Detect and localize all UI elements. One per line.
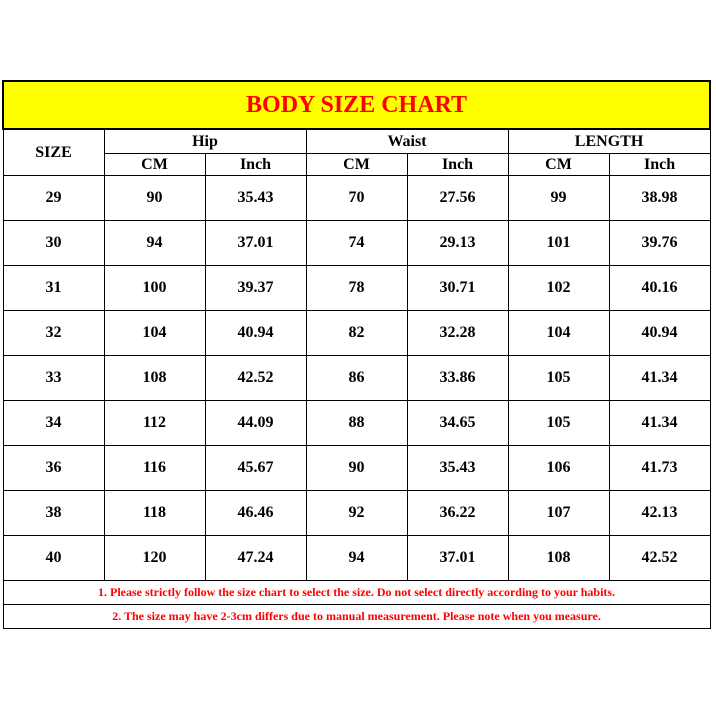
hip-inch-cell: 42.52 (205, 356, 306, 401)
length-cm-cell: 99 (508, 176, 609, 221)
table-row (3, 401, 710, 446)
table-row (3, 311, 710, 356)
waist-inch-cell: 33.86 (407, 356, 508, 401)
table-row (3, 536, 710, 581)
hip-inch-header: Inch (205, 154, 306, 176)
hip-inch-cell: 35.43 (205, 176, 306, 221)
length-cm-cell: 105 (508, 401, 609, 446)
length-cm-cell: 106 (508, 446, 609, 491)
waist-inch-cell: 29.13 (407, 221, 508, 266)
hip-inch-cell: 45.67 (205, 446, 306, 491)
waist-cm-header: CM (306, 154, 407, 176)
size-cell: 34 (3, 401, 104, 446)
length-cm-cell: 101 (508, 221, 609, 266)
note-row (3, 581, 710, 605)
length-cm-cell: 105 (508, 356, 609, 401)
size-cell: 31 (3, 266, 104, 311)
length-cm-cell: 108 (508, 536, 609, 581)
table-row (3, 491, 710, 536)
hip-inch-cell: 40.94 (205, 311, 306, 356)
hip-cm-cell: 112 (104, 401, 205, 446)
size-cell: 36 (3, 446, 104, 491)
note-row (3, 605, 710, 629)
size-cell: 33 (3, 356, 104, 401)
waist-cm-cell: 70 (306, 176, 407, 221)
length-inch-cell: 41.73 (609, 446, 710, 491)
hip-cm-cell: 94 (104, 221, 205, 266)
hip-cm-cell: 104 (104, 311, 205, 356)
waist-inch-cell: 37.01 (407, 536, 508, 581)
hip-inch-cell: 44.09 (205, 401, 306, 446)
note-text: 2. The size may have 2-3cm differs due to manual measurement. Please note when you measure. (3, 605, 710, 629)
size-cell: 32 (3, 311, 104, 356)
waist-inch-cell: 34.65 (407, 401, 508, 446)
length-inch-cell: 42.52 (609, 536, 710, 581)
hip-group-header: Hip (104, 129, 306, 154)
waist-cm-cell: 86 (306, 356, 407, 401)
hip-cm-cell: 90 (104, 176, 205, 221)
size-cell: 29 (3, 176, 104, 221)
length-cm-cell: 104 (508, 311, 609, 356)
table-row (3, 266, 710, 311)
waist-cm-cell: 92 (306, 491, 407, 536)
length-cm-header: CM (508, 154, 609, 176)
size-cell: 30 (3, 221, 104, 266)
length-inch-cell: 39.76 (609, 221, 710, 266)
hip-inch-cell: 37.01 (205, 221, 306, 266)
hip-cm-header: CM (104, 154, 205, 176)
hip-cm-cell: 120 (104, 536, 205, 581)
hip-inch-cell: 46.46 (205, 491, 306, 536)
table-row (3, 356, 710, 401)
waist-inch-cell: 30.71 (407, 266, 508, 311)
waist-cm-cell: 82 (306, 311, 407, 356)
size-chart-table (2, 80, 711, 629)
hip-cm-cell: 118 (104, 491, 205, 536)
waist-cm-cell: 74 (306, 221, 407, 266)
waist-cm-cell: 90 (306, 446, 407, 491)
length-cm-cell: 102 (508, 266, 609, 311)
size-column-header: SIZE (3, 129, 104, 176)
waist-cm-cell: 88 (306, 401, 407, 446)
length-inch-cell: 40.94 (609, 311, 710, 356)
table-row (3, 176, 710, 221)
note-text: 1. Please strictly follow the size chart to select the size. Do not select directly according to your habits. (3, 581, 710, 605)
length-inch-cell: 42.13 (609, 491, 710, 536)
waist-group-header: Waist (306, 129, 508, 154)
waist-inch-cell: 32.28 (407, 311, 508, 356)
length-inch-cell: 40.16 (609, 266, 710, 311)
waist-cm-cell: 94 (306, 536, 407, 581)
waist-inch-cell: 36.22 (407, 491, 508, 536)
hip-inch-cell: 39.37 (205, 266, 306, 311)
waist-inch-cell: 27.56 (407, 176, 508, 221)
length-inch-cell: 38.98 (609, 176, 710, 221)
length-group-header: LENGTH (508, 129, 710, 154)
length-inch-header: Inch (609, 154, 710, 176)
length-inch-cell: 41.34 (609, 401, 710, 446)
waist-cm-cell: 78 (306, 266, 407, 311)
hip-cm-cell: 100 (104, 266, 205, 311)
hip-inch-cell: 47.24 (205, 536, 306, 581)
waist-inch-cell: 35.43 (407, 446, 508, 491)
size-cell: 38 (3, 491, 104, 536)
length-cm-cell: 107 (508, 491, 609, 536)
hip-cm-cell: 108 (104, 356, 205, 401)
length-inch-cell: 41.34 (609, 356, 710, 401)
waist-inch-header: Inch (407, 154, 508, 176)
table-row (3, 221, 710, 266)
hip-cm-cell: 116 (104, 446, 205, 491)
table-row (3, 446, 710, 491)
size-cell: 40 (3, 536, 104, 581)
chart-title: BODY SIZE CHART (3, 81, 710, 129)
